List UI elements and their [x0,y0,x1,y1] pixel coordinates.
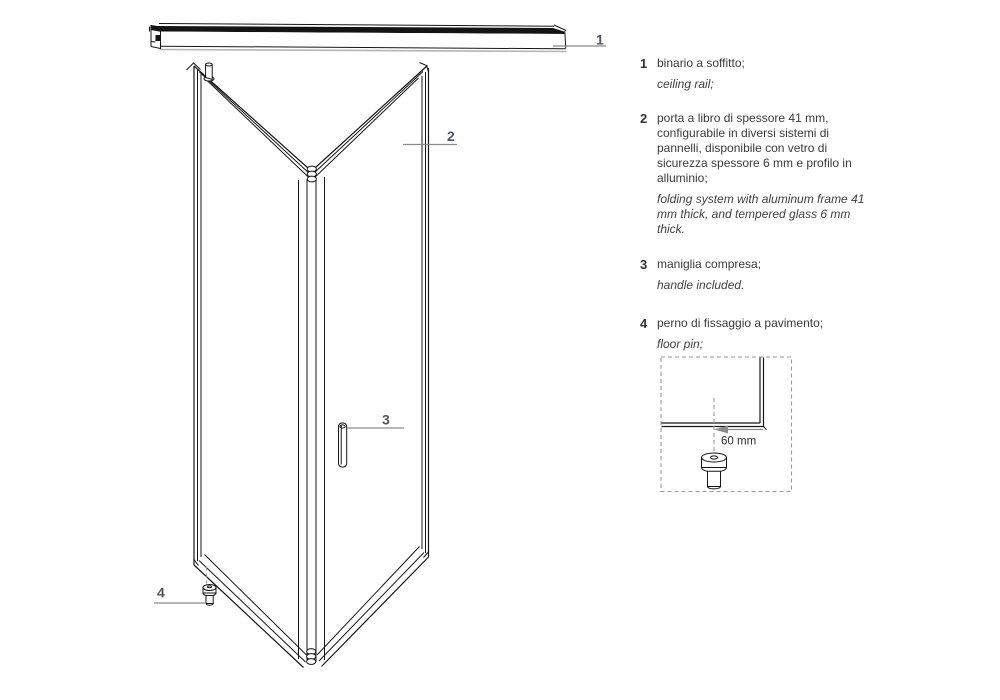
legend-item-2-number: 2 [640,111,648,126]
legend-text-line: folding system with aluminum frame 41 [657,192,865,206]
callout-2-number: 2 [447,128,455,144]
legend-text-line: floor pin; [657,337,704,351]
legend-text-line: ceiling rail; [657,77,714,91]
legend-text-line: binario a soffitto; [657,56,745,70]
legend-item-1 [640,56,885,92]
legend-text-line: thick. [657,222,686,236]
legend-text-line: alluminio; [657,171,708,185]
legend-item-3-number: 3 [640,257,648,272]
legend-text-line: perno di fissaggio a pavimento; [657,316,824,330]
legend-text-line: porta a libro di spessore 41 mm, [657,111,829,125]
legend-text-line: maniglia compresa; [657,257,762,271]
legend-item-4 [640,316,885,352]
callout-4-number: 4 [157,584,165,601]
legend-item-1-text [657,56,745,92]
legend-item-4-text [657,316,823,352]
legend-text-line: configurabile in diversi sistemi di [657,126,830,140]
legend-text-line: sicurezza spessore 6 mm e profilo in [657,156,852,170]
legend-item-2 [640,111,885,237]
detail-dimension-label: 60 mm [721,435,757,448]
legend-text-line: handle included. [657,278,745,292]
legend-item-4-number: 4 [640,316,648,331]
legend-text-line: mm thick, and tempered glass 6 mm [657,207,851,221]
legend-text-line: pannelli, disponibile con vetro di [657,141,828,155]
legend-item-3-text [657,257,761,293]
callout-1-number: 1 [596,31,604,48]
legend-item-1-number: 1 [640,56,648,71]
legend-item-2-text [657,111,864,237]
callout-3-number: 3 [382,411,390,428]
legend-item-3 [640,257,885,293]
